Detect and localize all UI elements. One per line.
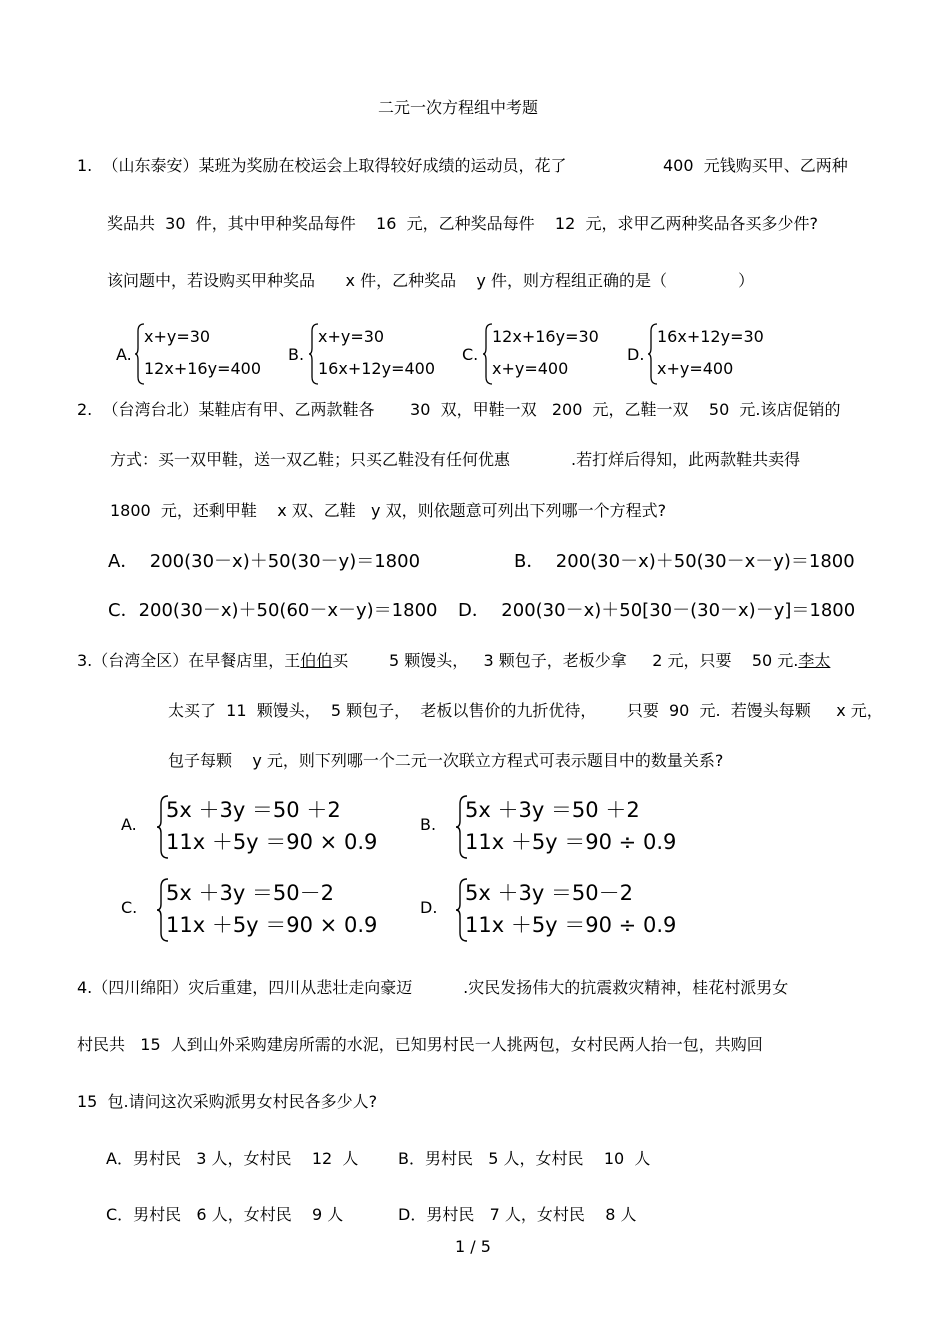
q1-option-b-eq2: 16x+12y=400 — [318, 359, 436, 378]
q3-line1-part2: 买 5 颗馒头， 3 颗包子，老板少拿 2 元，只要 50 元. — [332, 651, 799, 670]
q3-option-c-eq1: 5x ＋3y ＝50－2 — [166, 881, 335, 905]
q1-line2: 奖品共 30 件，其中甲种奖品每件 16 元，乙种奖品每件 12 元，求甲乙两种奖品各买多少件? — [107, 214, 818, 233]
q3-line2: 太买了 11 颗馒头， 5 颗包子， 老板以售价的九折优待， 只要 90 元. 若馒头每颗 x 元， — [168, 701, 883, 720]
q3-option-d-label: D. — [420, 898, 438, 917]
q3-line1-part1: 3.（台湾全区）在早餐店里，王 — [77, 651, 301, 670]
q2-option-c: C．200(30－x)＋50(60－x－y)＝1800 — [108, 600, 438, 621]
q2-option-d: D． 200(30－x)＋50[30－(30－x)－y]＝1800 — [458, 600, 856, 621]
q1-option-a-label: A. — [116, 345, 132, 364]
q4-option-c: C．男村民 6 人，女村民 9 人 — [106, 1205, 344, 1224]
q3-option-a-eq1: 5x ＋3y ＝50 ＋2 — [166, 798, 341, 822]
q1-option-d-label: D. — [627, 345, 645, 364]
q1-option-c-label: C. — [462, 345, 479, 364]
q2-line1: 2. （台湾台北）某鞋店有甲、乙两款鞋各 30 双，甲鞋一双 200 元，乙鞋一双 50 元.该店促销的 — [77, 400, 841, 419]
q2-line3: 1800 元，还剩甲鞋 x 双、乙鞋 y 双，则依题意可列出下列哪一个方程式? — [110, 501, 667, 520]
q3-option-b-eq1: 5x ＋3y ＝50 ＋2 — [465, 798, 640, 822]
page-title: 二元一次方程组中考题 — [378, 98, 539, 117]
q1-option-b-label: B. — [288, 345, 305, 364]
q3-option-a-eq2: 11x ＋5y ＝90 × 0.9 — [166, 830, 378, 854]
q2-line2: 方式：买一双甲鞋，送一双乙鞋；只买乙鞋没有任何优惠 .若打烊后得知，此两款鞋共卖得 — [110, 450, 801, 469]
q3-option-d-eq1: 5x ＋3y ＝50－2 — [465, 881, 634, 905]
q1-option-d-eq1: 16x+12y=30 — [657, 327, 764, 346]
q3-line1-name2: 李太 — [798, 651, 831, 670]
q3-line1-name1: 伯伯 — [300, 651, 333, 670]
q2-option-a: A． 200(30－x)＋50(30－y)＝1800 — [108, 551, 421, 572]
q1-option-a-eq1: x+y=30 — [144, 327, 211, 346]
q4-line2: 村民共 15 人到山外采购建房所需的水泥，已知男村民一人挑两包，女村民两人抬一包，共购回 — [77, 1035, 763, 1054]
q1-line3: 该问题中，若设购买甲种奖品 x 件，乙种奖品 y 件，则方程组正确的是（ ） — [107, 271, 755, 290]
q4-line3: 15 包.请问这次采购派男女村民各多少人? — [77, 1092, 378, 1111]
q3-option-c-label: C. — [121, 898, 138, 917]
q3-option-b-label: B. — [420, 815, 437, 834]
q1-option-d-eq2: x+y=400 — [657, 359, 734, 378]
q3-option-b-eq2: 11x ＋5y ＝90 ÷ 0.9 — [465, 830, 677, 854]
q2-option-b: B． 200(30－x)＋50(30－x－y)＝1800 — [514, 551, 855, 572]
q1-line1: 1. （山东泰安）某班为奖励在校运会上取得较好成绩的运动员，花了 — [77, 156, 567, 175]
q1-option-c-eq1: 12x+16y=30 — [492, 327, 599, 346]
q1-option-b-eq1: x+y=30 — [318, 327, 385, 346]
page-number: 1 / 5 — [455, 1237, 491, 1256]
q4-option-d: D．男村民 7 人，女村民 8 人 — [398, 1205, 637, 1224]
q1-line1-amount: 400 元钱购买甲、乙两种 — [663, 156, 848, 175]
q1-option-a-eq2: 12x+16y=400 — [144, 359, 262, 378]
q3-option-d-eq2: 11x ＋5y ＝90 ÷ 0.9 — [465, 913, 677, 937]
q4-option-b: B．男村民 5 人，女村民 10 人 — [398, 1149, 651, 1168]
q3-line3: 包子每颗 y 元，则下列哪一个二元一次联立方程式可表示题目中的数量关系? — [168, 751, 724, 770]
q4-option-a: A．男村民 3 人，女村民 12 人 — [106, 1149, 359, 1168]
q3-option-c-eq2: 11x ＋5y ＝90 × 0.9 — [166, 913, 378, 937]
q3-option-a-label: A. — [121, 815, 137, 834]
q1-option-c-eq2: x+y=400 — [492, 359, 569, 378]
q3-line1 — [77, 651, 830, 671]
q4-line1: 4.（四川绵阳）灾后重建，四川从悲壮走向豪迈 .灾民发扬伟大的抗震救灾精神，桂花村派男女 — [77, 978, 789, 997]
